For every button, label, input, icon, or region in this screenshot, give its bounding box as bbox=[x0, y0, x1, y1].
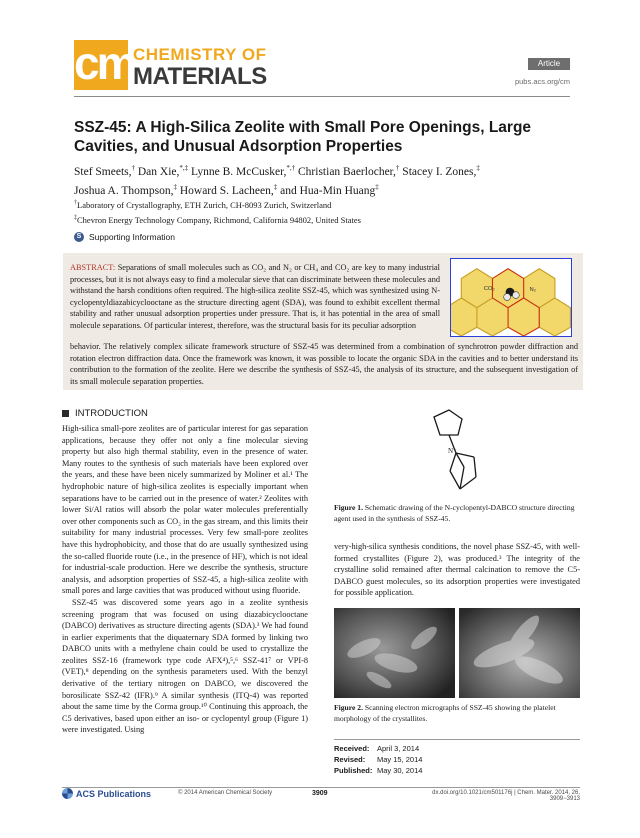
supporting-info-icon: S bbox=[74, 232, 84, 242]
section-marker-icon bbox=[62, 410, 69, 417]
doi-citation[interactable]: dx.doi.org/10.1021/cm501176j | Chem. Mater. 2014, 26, 3909−3913 bbox=[432, 790, 580, 802]
abstract-text-part2: behavior. The relatively complex silicate framework structure of SSZ-45 was determined from a combination of synchrotron powder diffraction and rotation electron diffraction data. Once the framework was known, it was possible to locate the organic SDA in the cavities and to better understand its contribution to the formation of the zeolite. Here we describe the synthesis of SSZ-45, the analysis of its structure, and the subsequent investigation of its small molecule separation properties. bbox=[70, 342, 578, 386]
supporting-info-label: Supporting Information bbox=[89, 232, 175, 242]
publication-dates bbox=[334, 743, 422, 777]
author[interactable]: Dan Xie,*,‡ bbox=[137, 164, 189, 178]
figure-2-sem-images bbox=[334, 608, 580, 698]
author[interactable]: Stef Smeets,† bbox=[74, 164, 135, 178]
abstract-body: Separations of small molecules such as CO₂ and N₂ or CH₄ and CO₂ are key to many industrial processes, but it is not always easy to find a molecular sieve that can discriminate between these molecules and withstand the harsh conditions often required. The high-silica zeolite SSZ-45, which was synthesized using N-cyclopentyldiazabicyclooctane as the structure directing agent (SDA), was found to exhibit excellent thermal stability and rather unusual adsorption properties under pressure. That is, it has potential in the area of small molecule separations. Of particular interest, therefore, was the structural basis for its peculiar adsorption bbox=[70, 263, 440, 330]
journal-name-line1: CHEMISTRY OF bbox=[133, 45, 267, 64]
figure-1-caption bbox=[334, 503, 580, 524]
abstract-text-part1 bbox=[70, 262, 440, 332]
figure-2-label: Figure 2. bbox=[334, 703, 363, 712]
article-title: SSZ-45: A High-Silica Zeolite with Small Pore Openings, Large Cavities, and Unusual Adsorption Properties bbox=[74, 119, 532, 155]
toc-label-co2: CO₂ bbox=[483, 286, 495, 293]
author[interactable]: Stacey I. Zones,‡ bbox=[402, 164, 480, 178]
figure-1-label: Figure 1. bbox=[334, 503, 363, 512]
article-type-badge: Article bbox=[528, 58, 570, 70]
figure-1-structure-drawing bbox=[404, 405, 504, 500]
toc-graphic-image bbox=[450, 258, 572, 337]
author-line-1 bbox=[74, 161, 570, 180]
author[interactable]: Christian Baerlocher,† bbox=[298, 164, 400, 178]
author-line-2 bbox=[74, 180, 570, 199]
journal-logo-mark: cm bbox=[74, 37, 135, 89]
acs-logo-icon bbox=[62, 788, 73, 799]
affiliation: ‡Chevron Energy Technology Company, Richmond, California 94802, United States bbox=[74, 214, 361, 225]
author[interactable]: Howard S. Lacheen,‡ bbox=[179, 182, 278, 197]
toc-label-n2: N₂ bbox=[529, 287, 537, 294]
supporting-information-link[interactable] bbox=[74, 232, 175, 242]
author[interactable]: Joshua A. Thompson,‡ bbox=[74, 182, 177, 197]
intro-paragraph-2: SSZ-45 was discovered some years ago in a zeolite synthesis screening program that was focused on using diazabicyclooctane (DABCO) derivatives as structure directing agents (SDA).³ We had found in earlier experiments that the diquaternary SDA formed by linking two DABCO units with a methylene chain could be used to crystallize the zeolites SSZ-16 (framework type code AFX⁴),⁵,⁶ SSZ-41⁷ or VPI-8 (VET),⁸ depending on the synthesis parameters used. With the benzyl derivative of the tertiary nitrogen on DABCO, we discovered the borosilicate SSZ-42 (IFR).⁹ A similar synthesis (ITQ-4) was reported about the same time by the Corma group.¹⁰ Continuing this approach, the C5 derivatives, based upon either an iso- or cyclopentyl group (Figure 1) were investigated. Using bbox=[62, 597, 308, 735]
author-list bbox=[74, 161, 570, 199]
journal-name-line2: MATERIALS bbox=[133, 63, 267, 90]
date-row: Received: April 3, 2014 bbox=[334, 744, 420, 753]
page-number: 3909 bbox=[312, 790, 328, 797]
figure-1-caption-text: Schematic drawing of the N-cyclopentyl-DABCO structure directing agent used in the synthesis of SSZ-45. bbox=[334, 503, 575, 523]
date-row: Revised: May 15, 2014 bbox=[334, 755, 423, 765]
section-heading-text: INTRODUCTION bbox=[75, 408, 148, 419]
affiliation: †Laboratory of Crystallography, ETH Zurich, CH-8093 Zurich, Switzerland bbox=[74, 199, 332, 210]
abstract-label: ABSTRACT: bbox=[70, 263, 116, 272]
date-row: Published: May 30, 2014 bbox=[334, 766, 423, 776]
journal-url[interactable]: pubs.acs.org/cm bbox=[514, 77, 570, 86]
figure-1-atom-label: N⁺ bbox=[448, 447, 457, 455]
header-divider bbox=[74, 96, 570, 97]
left-column bbox=[62, 423, 308, 736]
figure-2-caption-text: Scanning electron micrographs of SSZ-45 showing the platelet morphology of the crystallites. bbox=[334, 703, 556, 723]
copyright: © 2014 American Chemical Society bbox=[178, 790, 273, 796]
dates-divider bbox=[334, 739, 580, 740]
figure-2-caption bbox=[334, 703, 580, 724]
author[interactable]: Lynne B. McCusker,*,† bbox=[191, 164, 296, 178]
intro-paragraph-1: High-silica small-pore zeolites are of particular interest for gas separation applications, because they offer not only a fine molecular sieving property but also high thermal stability, even in the presence of water. Many routes to the synthesis of such materials have been explored over the years, and these have been nicely summarized by Moliner et al.¹ The hydrophobic nature of high-silica zeolites is especially important when separations have to be carried out in the presence of water.² Zeolites with lower Si/Al ratios will absorb the polar water molecules preferentially over other components such as CO₂ in the gas stream, and this limits their suitability for many industrial processes. Very few small-pore zeolites have this hydrophobicity, and those that do are usually synthesized using the so-called fluoride route (i.e., in the presence of HF), which is not ideal for industrial-scale production. Here we describe the synthesis, structure analysis, and adsorption properties of SSZ-45, a high-silica zeolite with small pores and large cavities that was produced without using fluoride. bbox=[62, 424, 308, 596]
affiliations bbox=[74, 197, 570, 227]
section-heading bbox=[62, 408, 148, 419]
publisher-name: ACS Publications bbox=[76, 788, 152, 799]
acs-publications-logo[interactable] bbox=[62, 788, 151, 799]
right-column-text: very-high-silica synthesis conditions, the novel phase SSZ-45, with well-formed crystallites (Figure 2), was produced.³ The integrity of the crystalline solid remained after thermal calcination to remove the C5-DABCO guest molecules, so its adsorption properties were investigated for possible application. bbox=[334, 542, 580, 598]
author[interactable]: and Hua-Min Huang‡ bbox=[280, 182, 379, 197]
